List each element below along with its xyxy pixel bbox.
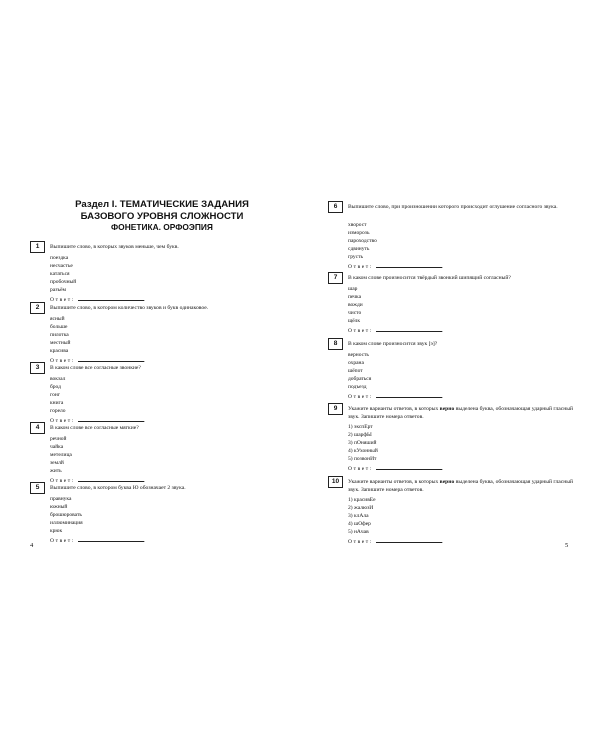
question-text: Укажите варианты ответов, в которых bbox=[348, 479, 440, 485]
answer-label: Ответ: bbox=[348, 539, 373, 545]
answer-label: Ответ: bbox=[50, 538, 75, 544]
answer-line[interactable] bbox=[78, 416, 144, 422]
section-title-line-1: Раздел I. ТЕМАТИЧЕСКИЕ ЗАДАНИЯ bbox=[75, 199, 249, 210]
task-options bbox=[348, 221, 377, 261]
section-title bbox=[42, 199, 282, 223]
question-text: выделена буква, обозначающая ударный гласный звук. Запишите номера ответов. bbox=[348, 479, 573, 493]
task-question: В каком слове все согласные мягкие? bbox=[50, 425, 139, 431]
option: пароходство bbox=[348, 238, 377, 244]
task-options bbox=[348, 496, 376, 536]
answer-label: Ответ: bbox=[50, 418, 75, 424]
option: местный bbox=[50, 340, 71, 346]
task-options bbox=[348, 285, 363, 325]
option: шёпот bbox=[348, 368, 363, 374]
option: крюк bbox=[50, 528, 63, 534]
task-options bbox=[348, 423, 378, 463]
answer-suffix: . bbox=[143, 297, 146, 303]
answer-field[interactable] bbox=[50, 536, 145, 545]
task-options bbox=[348, 351, 371, 391]
option: охрана bbox=[348, 360, 364, 366]
option: пробочный bbox=[50, 279, 77, 285]
option: шар bbox=[348, 286, 358, 292]
option: вожди bbox=[348, 302, 363, 308]
option: 1) экспЕрт bbox=[348, 424, 373, 430]
answer-line[interactable] bbox=[376, 392, 442, 398]
task-question: Выпишите слово, при произношении которого происходит оглушение согласного звука. bbox=[348, 204, 558, 210]
task-options bbox=[50, 375, 66, 415]
option: печка bbox=[348, 294, 362, 300]
task-question bbox=[348, 478, 573, 494]
task-question: Выпишите слово, в которых звуков меньше, чем букв. bbox=[50, 244, 179, 250]
task-number: 2 bbox=[30, 302, 45, 314]
answer-label: Ответ: bbox=[348, 328, 373, 334]
option: 3) клАла bbox=[348, 513, 369, 519]
task-question bbox=[348, 405, 573, 421]
option: грусть bbox=[348, 254, 364, 260]
task-number: 9 bbox=[328, 403, 343, 415]
task-number: 10 bbox=[328, 476, 343, 488]
task-question: В каком слове все согласные звонкие? bbox=[50, 365, 141, 371]
answer-line[interactable] bbox=[78, 476, 144, 482]
option: красива bbox=[50, 348, 69, 354]
option: чайка bbox=[50, 444, 64, 450]
answer-line[interactable] bbox=[376, 326, 442, 332]
answer-suffix: . bbox=[143, 358, 146, 364]
option: книга bbox=[50, 400, 64, 406]
option: сдвинуть bbox=[348, 246, 370, 252]
answer-suffix: . bbox=[143, 478, 146, 484]
section-title-line-2: БАЗОВОГО УРОВНЯ СЛОЖНОСТИ bbox=[80, 211, 244, 222]
option: щёлк bbox=[348, 318, 361, 324]
option: ясный bbox=[50, 316, 65, 322]
option: 3) пОняший bbox=[348, 440, 377, 446]
answer-label: Ответ: bbox=[50, 297, 75, 303]
option: вокзал bbox=[50, 376, 66, 382]
option: пилотка bbox=[50, 332, 69, 338]
option: 4) шОфер bbox=[348, 521, 371, 527]
question-text: Укажите варианты ответов, в которых bbox=[348, 406, 440, 412]
answer-field[interactable] bbox=[348, 326, 443, 335]
option: 5) нАчав bbox=[348, 529, 369, 535]
option: добраться bbox=[348, 376, 372, 382]
question-text: выделена буква, обозначающая ударный гласный звук. Запишите номера ответов. bbox=[348, 406, 573, 420]
task-number: 6 bbox=[328, 201, 343, 213]
option: речной bbox=[50, 436, 67, 442]
task-options bbox=[50, 495, 83, 535]
answer-field[interactable] bbox=[348, 262, 443, 271]
option: гонг bbox=[50, 392, 61, 398]
answer-suffix: . bbox=[143, 418, 146, 424]
answer-line[interactable] bbox=[78, 356, 144, 362]
task-number: 3 bbox=[30, 362, 45, 374]
task-number: 1 bbox=[30, 241, 45, 253]
answer-field[interactable] bbox=[50, 295, 145, 304]
answer-field[interactable] bbox=[348, 537, 443, 546]
answer-label: Ответ: bbox=[348, 394, 373, 400]
question-emphasis: верно bbox=[439, 479, 455, 485]
option: 4) кУхонный bbox=[348, 448, 378, 454]
option: хворост bbox=[348, 222, 367, 228]
answer-field[interactable] bbox=[348, 464, 443, 473]
answer-line[interactable] bbox=[78, 536, 144, 542]
option: 2) жалюзИ bbox=[348, 505, 374, 511]
option: иллюминация bbox=[50, 520, 83, 526]
answer-suffix: . bbox=[143, 538, 146, 544]
option: 2) шарфЫ bbox=[348, 432, 372, 438]
option: брошюровать bbox=[50, 512, 82, 518]
answer-label: Ответ: bbox=[348, 466, 373, 472]
option: верность bbox=[348, 352, 369, 358]
option: 1) красивЕе bbox=[348, 497, 376, 503]
right-page bbox=[300, 0, 600, 750]
answer-suffix: . bbox=[441, 539, 444, 545]
task-options bbox=[50, 315, 71, 355]
answer-label: Ответ: bbox=[50, 478, 75, 484]
option: больше bbox=[50, 324, 68, 330]
question-emphasis: верно bbox=[439, 406, 455, 412]
option: жить bbox=[50, 468, 62, 474]
answer-line[interactable] bbox=[78, 295, 144, 301]
answer-suffix: . bbox=[441, 466, 444, 472]
option: 5) позвонИт bbox=[348, 456, 377, 462]
task-question: Выпишите слово, в котором количество звуков и букв одинаковое. bbox=[50, 305, 209, 311]
task-question: Выпишите слово, в котором буква Ю обозначает 2 звука. bbox=[50, 485, 186, 491]
task-question: В каком слове произносится звук [э]? bbox=[348, 341, 438, 347]
page-number: 5 bbox=[565, 542, 569, 549]
answer-field[interactable] bbox=[348, 392, 443, 401]
task-number: 5 bbox=[30, 482, 45, 494]
task-number: 7 bbox=[328, 272, 343, 284]
task-options bbox=[50, 435, 72, 475]
option: разъём bbox=[50, 287, 67, 293]
option: южный bbox=[50, 504, 68, 510]
page-number: 4 bbox=[30, 542, 34, 549]
answer-line[interactable] bbox=[376, 262, 442, 268]
answer-suffix: . bbox=[441, 394, 444, 400]
answer-suffix: . bbox=[441, 264, 444, 270]
task-options bbox=[50, 254, 76, 294]
option: чисто bbox=[348, 310, 362, 316]
option: землй bbox=[50, 460, 64, 466]
option: метелица bbox=[50, 452, 72, 458]
answer-line[interactable] bbox=[376, 464, 442, 470]
option: несчастье bbox=[50, 263, 73, 269]
option: горело bbox=[50, 408, 66, 414]
answer-label: Ответ: bbox=[348, 264, 373, 270]
answer-label: Ответ: bbox=[50, 358, 75, 364]
option: правнука bbox=[50, 496, 72, 502]
option: кататься bbox=[50, 271, 70, 277]
subsection-title: ФОНЕТИКА. ОРФОЭПИЯ bbox=[111, 222, 213, 232]
option: подъезд bbox=[348, 384, 367, 390]
task-number: 4 bbox=[30, 422, 45, 434]
option: брод bbox=[50, 384, 61, 390]
task-question: В каком слове произносится твёрдый звонкий шипящий согласный? bbox=[348, 275, 511, 281]
answer-line[interactable] bbox=[376, 537, 442, 543]
option: изморозь bbox=[348, 230, 370, 236]
answer-suffix: . bbox=[441, 328, 444, 334]
option: поездка bbox=[50, 255, 69, 261]
task-number: 8 bbox=[328, 338, 343, 350]
